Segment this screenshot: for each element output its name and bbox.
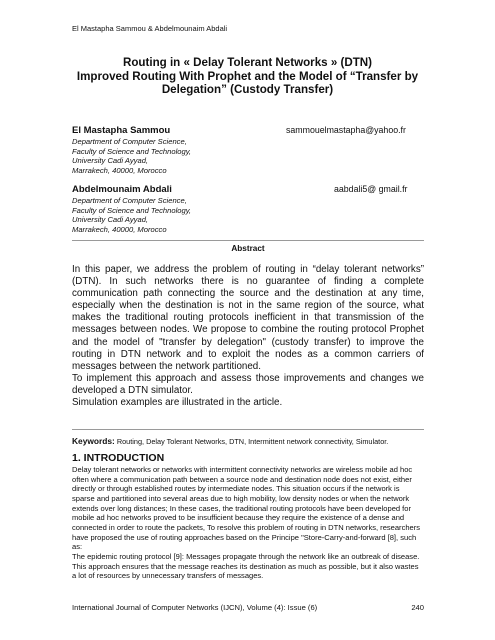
- keywords-label: Keywords:: [72, 436, 115, 446]
- keywords-text: Routing, Delay Tolerant Networks, DTN, Intermittent network connectivity, Simulator.: [116, 437, 389, 446]
- title-line: Routing in « Delay Tolerant Networks » (DTN): [122, 56, 373, 69]
- footer-journal: International Journal of Computer Networks (IJCN), Volume (4): Issue (6): [72, 603, 318, 612]
- keywords: [72, 436, 424, 446]
- affiliation-line: Faculty of Science and Technology,: [72, 205, 192, 215]
- author-name: El Mastapha Sammou: [72, 125, 171, 136]
- abstract-paragraph: To implement this approach and assess those improvements and changes we developed a DTN simulator.: [72, 372, 424, 396]
- author-affiliation: [72, 196, 191, 234]
- abstract-body: [72, 264, 424, 409]
- author-email[interactable]: aabdali5@ gmail.fr: [334, 184, 408, 194]
- abstract-top-rule: [72, 240, 424, 241]
- abstract-paragraph: In this paper, we address the problem of routing in “delay tolerant networks” (DTN). In such networks there is no guarantee of finding a complete communication path connecting the source and the destination at any time, especially when the destination is not in the same region of the source, what makes the traditional routing protocols inefficient in that transmission of the messages between nodes. We propose to combine the routing protocol Prophet and the model of "transfer by delegation" (custody transfer) to improve the routing in DTN network and to exploit the nodes as a common carriers of messages between the network partitioned.: [72, 264, 424, 372]
- title-line: Delegation” (Custody Transfer): [161, 83, 334, 96]
- affiliation-line: Department of Computer Science,: [72, 137, 187, 146]
- page-number: 240: [411, 603, 424, 612]
- paper-title: [60, 56, 435, 97]
- abstract-heading: Abstract: [231, 244, 265, 253]
- author-affiliation: [72, 137, 191, 175]
- affiliation-line: Marrakech, 40000, Morocco: [72, 224, 167, 234]
- introduction-paragraph: Delay tolerant networks or networks with intermittent connectivity networks are wireless mobile ad hoc often where a communication path between a source node and destination node does not exist, either directly or through established routes by intermediate nodes. This situation occurs if the network is sparse and partitioned into several areas due to high mobility, low density nodes or when the network extends over long distances; In these cases, the traditional routing protocols have been developed for mobile ad hoc networks proved to be insufficient because they require the existence of a dense and connected in order to route the packets, To resolve this problem of routing in DTN networks, researchers have proposed the use of routing approaches based on the Principe "Store-Carry-and-forward [8], such as:: [72, 465, 421, 552]
- running-head: El Mastapha Sammou & Abdelmounaim Abdali: [72, 24, 228, 33]
- affiliation-line: Faculty of Science and Technology,: [72, 146, 192, 156]
- introduction-body: [72, 465, 424, 581]
- affiliation-line: University Cadi Ayyad,: [72, 156, 149, 166]
- affiliation-line: Marrakech, 40000, Morocco: [72, 165, 167, 175]
- author-name: Abdelmounaim Abdali: [72, 184, 172, 195]
- title-line: Improved Routing With Prophet and the Model of “Transfer by: [76, 69, 419, 83]
- author-email[interactable]: sammouelmastapha@yahoo.fr: [286, 125, 406, 135]
- page-footer: [72, 603, 424, 612]
- abstract-bottom-rule: [72, 429, 424, 430]
- introduction-paragraph: The epidemic routing protocol [9]: Messages propagate through the network like an outbreak of disease. This approach ensures that the message reaches its destination as much as possible, but it also wastes a lot of resources by unnecessary transfers of messages.: [72, 551, 420, 581]
- abstract-paragraph: Simulation examples are illustrated in the article.: [72, 397, 283, 409]
- section-heading-introduction: 1. INTRODUCTION: [72, 452, 165, 464]
- affiliation-line: University Cadi Ayyad,: [72, 215, 149, 225]
- affiliation-line: Department of Computer Science,: [72, 196, 187, 205]
